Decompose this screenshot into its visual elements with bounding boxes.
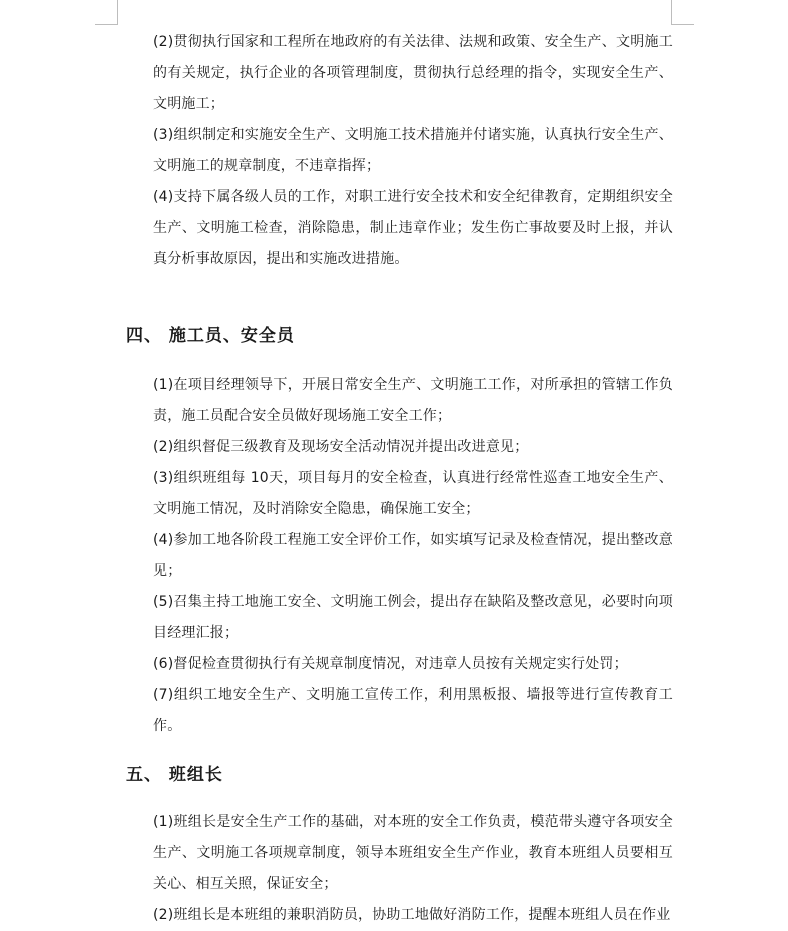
list-item: (7)组织工地安全生产、文明施工宣传工作，利用黑板报、墙报等进行宣传教育工作。 <box>153 687 673 734</box>
list-item: (5)召集主持工地施工安全、文明施工例会，提出存在缺陷及整改意见，必要时向项目经理汇报； <box>153 594 673 641</box>
document-body <box>126 27 673 931</box>
list-item: (3)组织制定和实施安全生产、文明施工技术措施并付诸实施，认真执行安全生产、文明施工的规章制度，不违章指挥； <box>153 127 673 174</box>
list-item: (4)支持下属各级人员的工作，对职工进行安全技术和安全纪律教育，定期组织安全生产、文明施工检查，消除隐患，制止违章作业；发生伤亡事故要及时上报，并认真分析事故原因，提出和实施改进措施。 <box>153 189 673 267</box>
list-item: (3)组织班组每 10天，项目每月的安全检查，认真进行经常性巡查工地安全生产、文明施工情况，及时消除安全隐患，确保施工安全； <box>153 470 673 517</box>
crop-mark-right <box>671 0 694 25</box>
list-item: (1)班组长是安全生产工作的基础，对本班的安全工作负责，模范带头遵守各项安全生产、文明施工各项规章制度，领导本班组安全生产作业，教育本班组人员要相互关心、相互关照，保证安全； <box>153 814 673 892</box>
list-item: (2)班组长是本班组的兼职消防员，协助工地做好消防工作，提醒本班组人员在作业 <box>153 907 671 923</box>
list-item: (4)参加工地各阶段工程施工安全评价工作，如实填写记录及检查情况，提出整改意见； <box>153 532 673 579</box>
section-heading-4: 四、 施工员、安全员 <box>126 326 295 346</box>
list-item: (6)督促检查贯彻执行有关规章制度情况，对违章人员按有关规定实行处罚； <box>153 656 628 672</box>
list-item: (2)贯彻执行国家和工程所在地政府的有关法律、法规和政策、安全生产、文明施工的有关规定，执行企业的各项管理制度，贯彻执行总经理的指令，实现安全生产、文明施工； <box>153 34 673 112</box>
crop-mark-left <box>95 0 118 25</box>
list-item: (1)在项目经理领导下，开展日常安全生产、文明施工工作，对所承担的管辖工作负责，施工员配合安全员做好现场施工安全工作； <box>153 377 673 424</box>
section-heading-5: 五、 班组长 <box>126 765 223 785</box>
list-item: (2)组织督促三级教育及现场安全活动情况并提出改进意见； <box>153 439 529 455</box>
